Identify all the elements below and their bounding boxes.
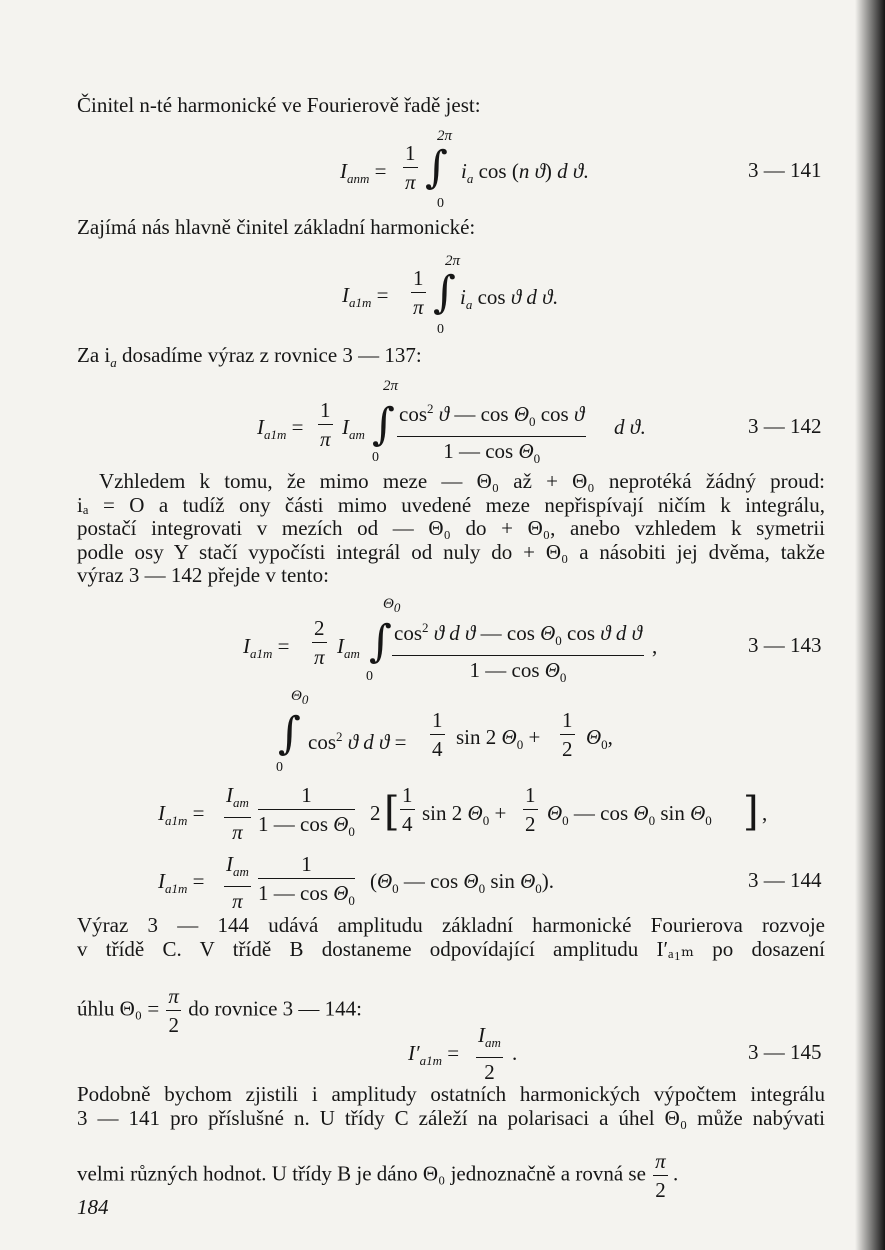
equation-number-142: 3 — 142 <box>748 414 822 438</box>
page-number: 184 <box>77 1195 109 1219</box>
intro-line-1: Činitel n-té harmonické ve Fourierově řadě jest: <box>77 93 481 117</box>
paragraph-other-harmonics: Podobně bychom zjistili i amplitudy ostatních harmonických výpočtem integrálu 3 — 141 pro příslušné n. U třídy C záleží na polarisaci a úhel Θ₀ může nabývati <box>77 1082 825 1130</box>
page-spine-shadow <box>855 0 885 1250</box>
intro-line-3: Za $i_a$ dosadíme výraz z rovnice 3 — 137: <box>77 343 422 371</box>
equation-number-145: 3 — 145 <box>748 1040 822 1064</box>
intro-line-2: Zajímá nás hlavně činitel základní harmonické: <box>77 215 476 239</box>
paragraph-final-line: velmi různých hodnot. U třídy B je dáno Θ₀ jednoznačně a rovná se $\frac{\pi}{2}$ . <box>77 1149 679 1202</box>
book-page: Činitel n-té harmonické ve Fourierově řadě jest: $I_{anm}$ = $\frac{1}{\pi}$ ∫ 2π 0 $i_a$ cos (n ϑ) d ϑ. 3 — 141 Zajímá nás hlavně činitel základní harmonické: $I_{a1m}$ = $\frac{1}{\pi}$ ∫ 2π 0 $i_a$ cos ϑ d ϑ. Za $i_a$ dosadíme výraz z rovnice 3 — 137: $I_{a1m}$ = $\frac{1}{\pi}$ $I_{am}$ ∫ 2π 0 $\frac{\cos^2 ϑ — \cos \Theta_0 \cos ϑ}{1 — \cos \Theta_0}$ d ϑ. 3 — 142 Vzhledem k tomu, že mimo meze — Θ₀ až + Θ₀ neprotéká žádný proud: iₐ = O a tudíž ony části mimo uvedené meze nepřispívají ničím k integrálu, postačí integrovati v mezích od — Θ₀ do + Θ₀, anebo vzhledem k symetrii podle osy Y stačí vypočísti integrál od nuly do + Θ₀ a násobiti jej dvěma, takže výraz 3 — 142 přejde v tento: $I_{a1m}$ = $\frac{2}{\pi}$ $I_{am}$ ∫ $\Theta_0$ 0 $\frac{\cos^2 ϑ d ϑ — \cos \Theta_0 \cos ϑ d ϑ}{1 — \cos \Theta_0}$ , 3 — 143 ∫ $\Theta_0$ 0 $\cos^2 ϑ$ d ϑ = $\frac{1}{4}$ sin 2 $\Theta_0$ + $\frac{1}{2}$ $\Theta_0$, $I_{a1m}$ = $I_{am}$ π $\frac{1}{1 — \cos \Theta_0}$ 2 [ $\frac{1}{4}$ sin 2 $\Theta_0$ + $\frac{1}{2}$ $\Theta_0$ — $\cos \Theta_0$ $\sin \Theta_0$ ] , $I_{a1m}$ = $I_{am}$ π $\frac{1}{1 — \cos \Theta_0}$ ($\Theta_0$ — $\cos \Theta_0$ $\sin \Theta_0$). 3 — 144 Výraz 3 — 144 udává amplitudu základní harmonické Fourierova rozvoje v třídě C. V třídě B dostaneme odpovídající amplitudu I′ₐ₁ₘ po dosazení úhlu Θ₀ = $\frac{\pi}{2}$ do rovnice 3 — 144: $I'_{a1m}$ = $I_{am}$ 2 . 3 — 145 Podobně bychom zjistili i amplitudy ostatních harmonických výpočtem integrálu 3 — 141 pro příslušné n. U třídy C záleží na polarisaci a úhel Θ₀ může nabývati velmi různých hodnot. U třídy B je dáno Θ₀ jednoznačně a rovná se $\frac{\pi}{2}$ . 184 <box>0 0 885 1250</box>
equation-number-143: 3 — 143 <box>748 633 822 657</box>
paragraph-class-c-b: Výraz 3 — 144 udává amplitudu základní harmonické Fourierova rozvoje v třídě C. V třídě B dostaneme odpovídající amplitudu I′ₐ₁ₘ po dosazení <box>77 913 825 961</box>
equation-number-144: 3 — 144 <box>748 868 822 892</box>
equation-number-141: 3 — 141 <box>748 158 822 182</box>
paragraph-angle-line: úhlu Θ₀ = $\frac{\pi}{2}$ do rovnice 3 — 144: <box>77 984 363 1037</box>
paragraph-limits: Vzhledem k tomu, že mimo meze — Θ₀ až + Θ₀ neprotéká žádný proud: iₐ = O a tudíž ony části mimo uvedené meze nepřispívají ničím k integrálu, postačí integrovati v mezích od — Θ₀ do + Θ₀, anebo vzhledem k symetrii podle osy Y stačí vypočísti integrál od nuly do + Θ₀ a násobiti jej dvěma, takže výraz 3 — 142 přejde v tento: <box>77 469 825 587</box>
